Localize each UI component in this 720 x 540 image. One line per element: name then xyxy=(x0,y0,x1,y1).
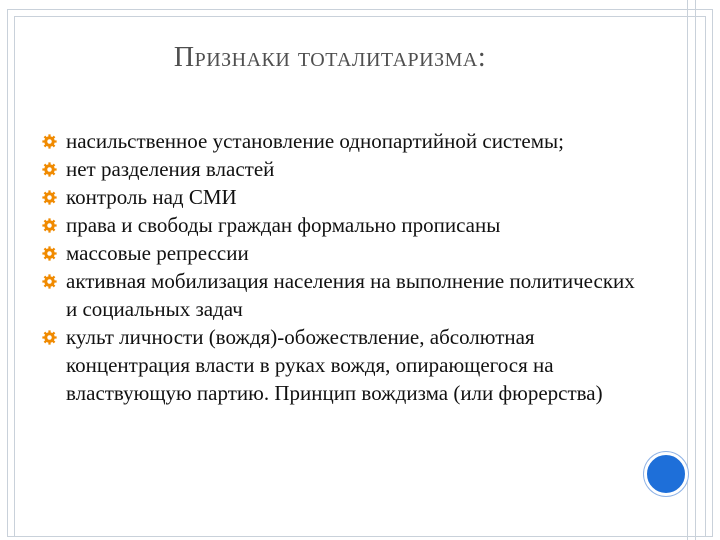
right-rail-line xyxy=(687,0,688,540)
bullet-list xyxy=(40,127,640,407)
gear-bullet-icon xyxy=(42,274,57,289)
list-item xyxy=(40,323,640,407)
gear-bullet-icon xyxy=(42,162,57,177)
gear-bullet-icon xyxy=(42,330,57,345)
list-item-text: культ личности (вождя)-обожествление, абсолютная концентрация власти в руках вождя, опирающегося на властвующую партию. Принцип вождизма (или фюрерства) xyxy=(66,325,603,405)
list-item xyxy=(40,267,640,323)
list-item xyxy=(40,183,640,211)
gear-bullet-icon xyxy=(42,134,57,149)
accent-circle xyxy=(644,452,688,496)
slide-title: Признаки тоталитаризма: xyxy=(173,42,487,73)
list-item xyxy=(40,155,640,183)
list-item xyxy=(40,127,640,155)
list-item-text: активная мобилизация населения на выполнение политических и социальных задач xyxy=(66,269,635,321)
list-item-text: права и свободы граждан формально прописаны xyxy=(66,213,501,237)
list-item xyxy=(40,211,640,239)
gear-bullet-icon xyxy=(42,218,57,233)
list-item-text: массовые репрессии xyxy=(66,241,249,265)
list-item-text: насильственное установление однопартийной системы; xyxy=(66,129,564,153)
list-item-text: контроль над СМИ xyxy=(66,185,237,209)
list-item xyxy=(40,239,640,267)
list-item-text: нет разделения властей xyxy=(66,157,275,181)
gear-bullet-icon xyxy=(42,246,57,261)
right-rail-line xyxy=(695,0,696,540)
gear-bullet-icon xyxy=(42,190,57,205)
